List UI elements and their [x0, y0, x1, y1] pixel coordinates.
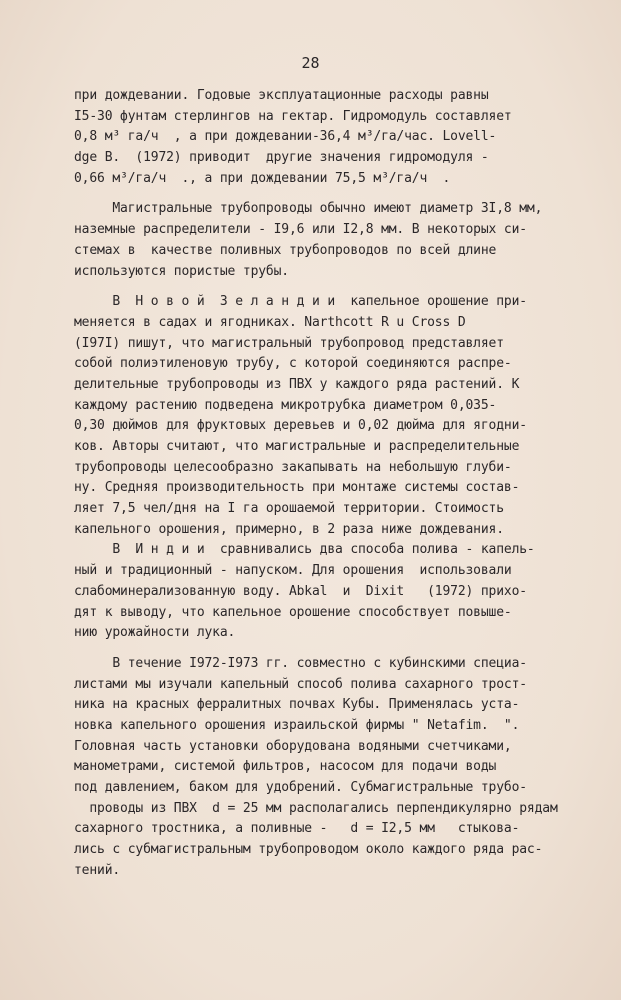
- text-line: ляет 7,5 чел/дня на I га орошаемой территории. Стоимость: [74, 501, 504, 517]
- paragraph-gap: [74, 189, 574, 199]
- text-line: 0,30 дюймов для фруктовых деревьев и 0,02 дюйма для ягодни-: [74, 418, 527, 434]
- paragraph-3: [74, 292, 574, 644]
- page-number: 28: [301, 54, 320, 72]
- text-line: манометрами, системой фильтров, насосом для подачи воды: [74, 759, 497, 775]
- paragraph-4: [74, 654, 574, 882]
- text-line: трубопроводы целесообразно закапывать на небольшую глуби-: [74, 459, 512, 475]
- text-line: собой полиэтиленовую трубу, с которой соединяются распре-: [74, 356, 512, 372]
- text-line: В И н д и и сравнивались два способа полива - капель-: [74, 542, 535, 558]
- text-line: ков. Авторы считают, что магистральные и распределительные: [74, 439, 520, 454]
- paragraph-1: [74, 86, 574, 189]
- paragraph-2: [74, 199, 574, 282]
- text-line: dge B. (1972) приводит другие значения гидромодуля -: [74, 150, 489, 166]
- text-line: используются пористые трубы.: [74, 263, 289, 279]
- text-line: сахарного тростника, а поливные - d = I2,5 мм стыкова-: [74, 821, 520, 837]
- text-line: меняется в садах и ягодниках. Narthcott R u Cross D: [74, 314, 466, 330]
- text-line: новка капельного орошения израильской фирмы " Netafim. ".: [74, 717, 520, 733]
- text-line: Магистральные трубопроводы обычно имеют диаметр 3I,8 мм,: [74, 201, 543, 217]
- text-line: наземные распределители - I9,6 или I2,8 мм. В некоторых си-: [74, 222, 527, 238]
- text-line: 0,66 м³/га/ч ., а при дождевании 75,5 м³/га/ч .: [74, 170, 451, 186]
- paragraph-gap: [74, 644, 574, 654]
- text-line: листами мы изучали капельный способ полива сахарного трост-: [74, 676, 527, 692]
- text-line: каждому растению подведена микротрубка диаметром 0,035-: [74, 397, 497, 413]
- text-line: В Н о в о й З е л а н д и и капельное орошение при-: [74, 294, 527, 310]
- text-line: (I97I) пишут, что магистральный трубопровод представляет: [74, 335, 504, 351]
- text-line: под давлением, баком для удобрений. Субмагистральные трубо-: [74, 780, 527, 795]
- text-line: ну. Средняя производительность при монтаже системы состав-: [74, 480, 520, 496]
- text-line: 0,8 м³ га/ч , а при дождевании-36,4 м³/га/час. Lovell-: [74, 129, 497, 145]
- text-line: стемах в качестве поливных трубопроводов по всей длине: [74, 242, 497, 258]
- text-line: проводы из ПВХ d = 25 мм располагались перпендикулярно рядам: [74, 800, 558, 816]
- body-text: [74, 86, 574, 881]
- text-line: Головная часть установки оборудована водяными счетчиками,: [74, 738, 512, 754]
- text-line: лись с субмагистральным трубопроводом около каждого ряда рас-: [74, 842, 543, 858]
- text-line: тений.: [74, 862, 121, 878]
- text-line: ника на красных ферралитных почвах Кубы. Применялась уста-: [74, 697, 520, 713]
- paragraph-gap: [74, 282, 574, 292]
- text-line: слабоминерализованную воду. Abkal и Dixit (1972) прихо-: [74, 583, 527, 599]
- text-line: при дождевании. Годовые эксплуатационные расходы равны: [74, 88, 489, 103]
- text-line: ный и традиционный - напуском. Для орошения использовали: [74, 563, 512, 579]
- text-line: делительные трубопроводы из ПВХ у каждого ряда растений. К: [74, 376, 520, 392]
- text-line: В течение I972-I973 гг. совместно с кубинскими специа-: [74, 655, 527, 671]
- text-line: I5-30 фунтам стерлингов на гектар. Гидромодуль составляет: [74, 108, 512, 124]
- text-line: дят к выводу, что капельное орошение способствует повыше-: [74, 604, 512, 620]
- text-line: капельного орошения, примерно, в 2 раза ниже дождевания.: [74, 521, 504, 537]
- text-line: нию урожайности лука.: [74, 625, 236, 641]
